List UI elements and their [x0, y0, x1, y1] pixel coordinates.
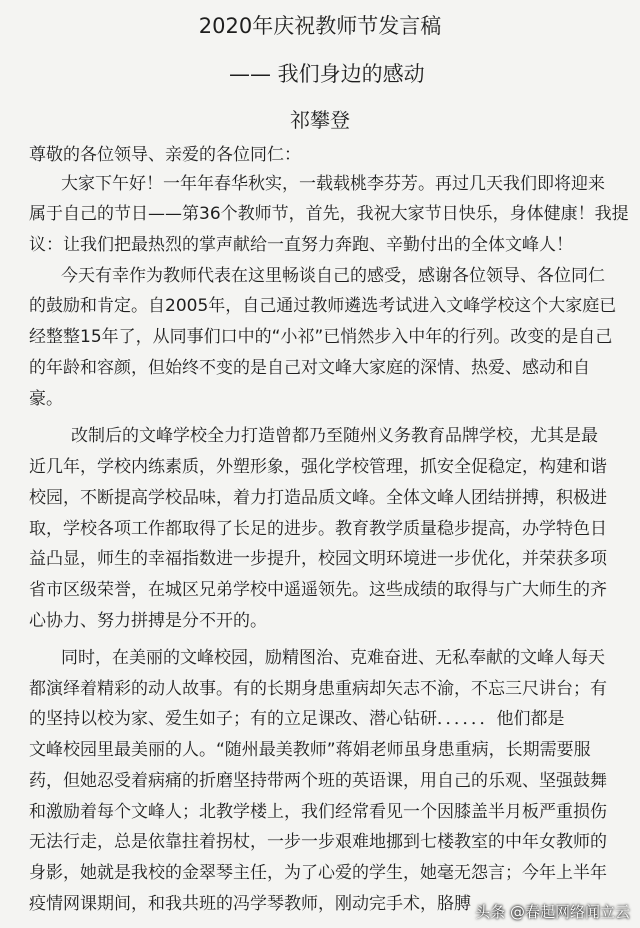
paragraph-line: 无法行走，总是依靠拄着拐杖，一步一步艰难地挪到七楼教室的中年女教师的 [29, 832, 607, 852]
watermark: 头条 @春起网络闻立云 [475, 903, 630, 921]
paragraph-line: 经整整15年了，从同事们口中的“小祁”已悄然步入中年的行列。改变的是自己 [29, 327, 613, 347]
document-title: 2020年庆祝教师节发言稿 [198, 14, 442, 38]
paragraph-line: 豪。 [29, 389, 63, 409]
paragraph-line: 校园，不断提高学校品味，着力打造品质文峰。全体文峰人团结拼搏，积极进 [29, 488, 607, 508]
paragraph-line: 大家下午好！一年年春华秋实，一载载桃李芬芳。再过几天我们即将迎来 [61, 174, 605, 194]
paragraph-line: 同时，在美丽的文峰校园，励精图治、克难奋进、无私奉献的文峰人每天 [61, 648, 605, 668]
author-name: 祁攀登 [290, 108, 350, 132]
paragraph-line: 省市区级荣誉，在城区兄弟学校中遥遥领先。这些成绩的取得与广大师生的齐 [29, 580, 607, 600]
paragraph-line: 药，但她忍受着病痛的折磨坚持带两个班的英语课，用自己的乐观、坚强鼓舞 [29, 771, 607, 791]
paragraph-line: 身影，她就是我校的金翠琴主任，为了心爱的学生，她毫无怨言；今年上半年 [29, 863, 607, 883]
document-subtitle: —— 我们身边的感动 [229, 62, 425, 86]
paragraph-line: 都演绎着精彩的动人故事。有的长期身患重病却矢志不渝，不忘三尺讲台；有 [29, 679, 607, 699]
paragraph-line: 心协力、努力拼搏是分不开的。 [29, 611, 267, 631]
paragraph-line: 的坚持以校为家、爱生如子；有的立足课改、潜心钻研．．．．．．他们都是 [29, 709, 565, 729]
paragraph-line: 今天有幸作为教师代表在这里畅谈自己的感受，感谢各位领导、各位同仁 [61, 266, 605, 286]
paragraph-line: 取，学校各项工作都取得了长足的进步。教育教学质量稳步提高，办学特色日 [29, 519, 607, 539]
paragraph-line: 议：让我们把最热烈的掌声献给一直努力奔跑、辛勤付出的全体文峰人！ [29, 235, 573, 255]
paragraph-line: 的年龄和容颜，但始终不变的是自己对文峰大家庭的深情、热爱、感动和自 [29, 358, 590, 378]
paragraph-line: 近几年，学校内练素质，外塑形象，强化学校管理，抓安全促稳定，构建和谐 [29, 457, 607, 477]
greeting-line: 尊敬的各位领导、亲爱的各位同仁： [29, 145, 301, 165]
paragraph-line: 属于自己的节日——第36个教师节，首先，我祝大家节日快乐，身体健康！我提 [29, 204, 629, 224]
paragraph-line: 的鼓励和肯定。自2005年，自己通过教师遴选考试进入文峰学校这个大家庭已 [29, 296, 617, 316]
paragraph-line: 和激励着每个文峰人；北教学楼上，我们经常看见一个因膝盖半月板严重损伤 [29, 802, 607, 822]
paragraph-line: 益凸显，师生的幸福指数进一步提升，校园文明环境进一步优化，并荣获多项 [29, 549, 607, 569]
paragraph-line: 疫情网课期间，和我共班的冯学琴教师，刚动完手术，胳膊 [29, 894, 471, 914]
paragraph-line: 文峰校园里最美丽的人。“随州最美教师”蒋娟老师虽身患重病，长期需要服 [29, 740, 591, 760]
paragraph-line: 改制后的文峰学校全力打造曾都乃至随州义务教育品牌学校，尤其是最 [71, 426, 598, 446]
